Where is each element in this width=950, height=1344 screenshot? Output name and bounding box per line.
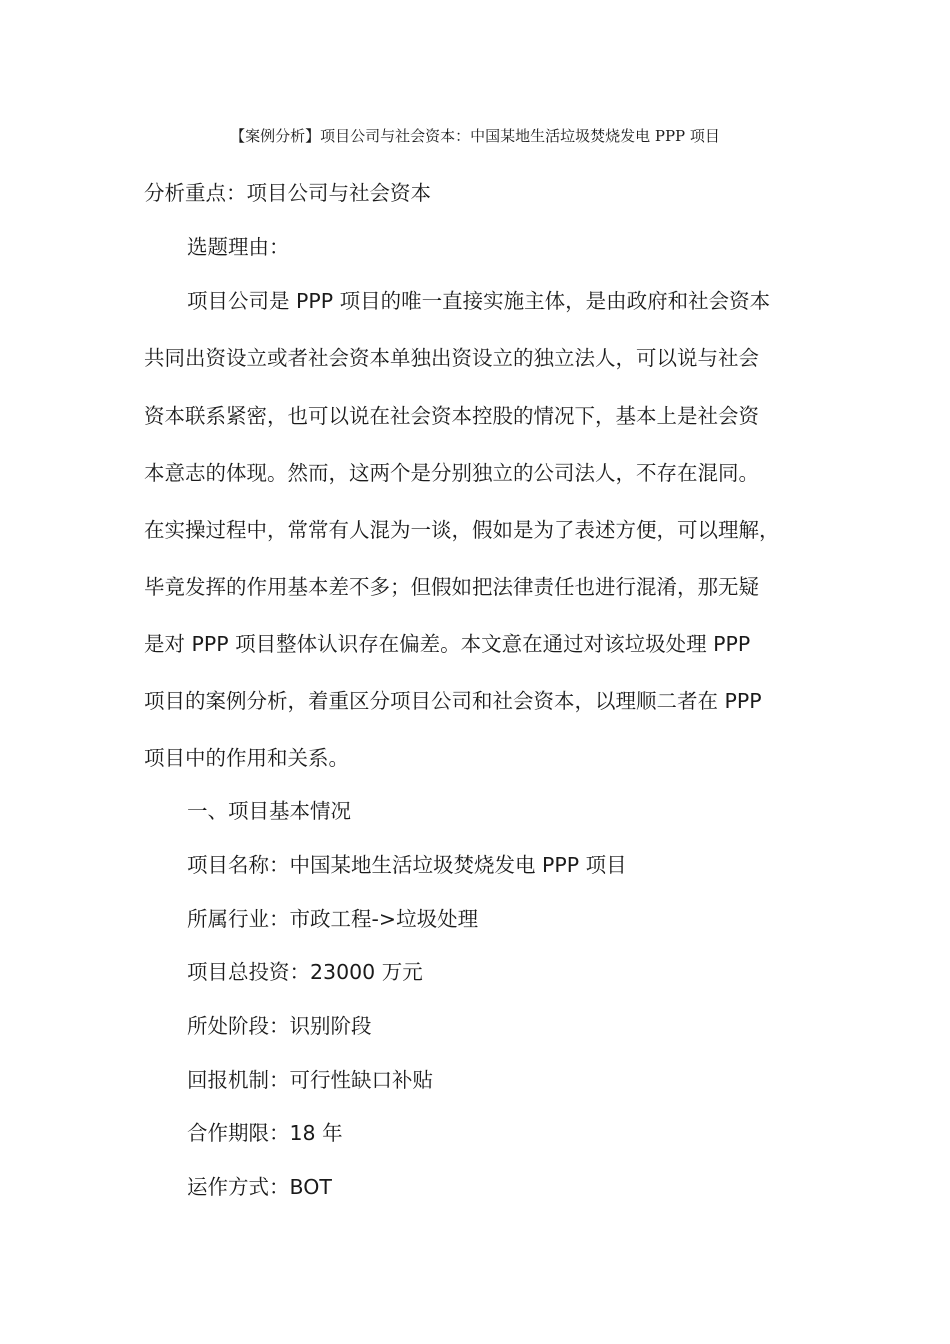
info-item-return-mechanism: 回报机制：可行性缺口补贴: [187, 1068, 433, 1092]
body-line: 项目中的作用和关系。: [144, 746, 349, 770]
body-line: 项目公司是 PPP 项目的唯一直接实施主体，是由政府和社会资本: [187, 289, 771, 313]
body-line: 毕竟发挥的作用基本差不多；但假如把法律责任也进行混淆，那无疑: [144, 575, 759, 599]
info-item-operation-mode: 运作方式：BOT: [187, 1175, 332, 1199]
body-line: 资本联系紧密，也可以说在社会资本控股的情况下，基本上是社会资: [144, 404, 759, 428]
document-title: 【案例分析】项目公司与社会资本：中国某地生活垃圾焚烧发电 PPP 项目: [230, 127, 720, 145]
info-item-term: 合作期限：18 年: [187, 1121, 343, 1145]
info-item-project-name: 项目名称：中国某地生活垃圾焚烧发电 PPP 项目: [187, 853, 627, 877]
body-line: 是对 PPP 项目整体认识存在偏差。本文意在通过对该垃圾处理 PPP: [144, 632, 751, 656]
body-line: 在实操过程中，常常有人混为一谈，假如是为了表述方便，可以理解，: [144, 518, 780, 542]
section-heading: 一、项目基本情况: [187, 799, 351, 823]
body-line: 本意志的体现。然而，这两个是分别独立的公司法人，不存在混同。: [144, 461, 759, 485]
info-item-stage: 所处阶段：识别阶段: [187, 1014, 372, 1038]
body-line: 项目的案例分析，着重区分项目公司和社会资本，以理顺二者在 PPP: [144, 689, 762, 713]
body-line: 共同出资设立或者社会资本单独出资设立的独立法人，可以说与社会: [144, 346, 759, 370]
info-item-investment: 项目总投资：23000 万元: [187, 960, 423, 984]
reason-heading: 选题理由：: [187, 235, 290, 259]
info-item-industry: 所属行业：市政工程->垃圾处理: [187, 907, 479, 931]
analysis-focus: 分析重点：项目公司与社会资本: [144, 181, 431, 205]
